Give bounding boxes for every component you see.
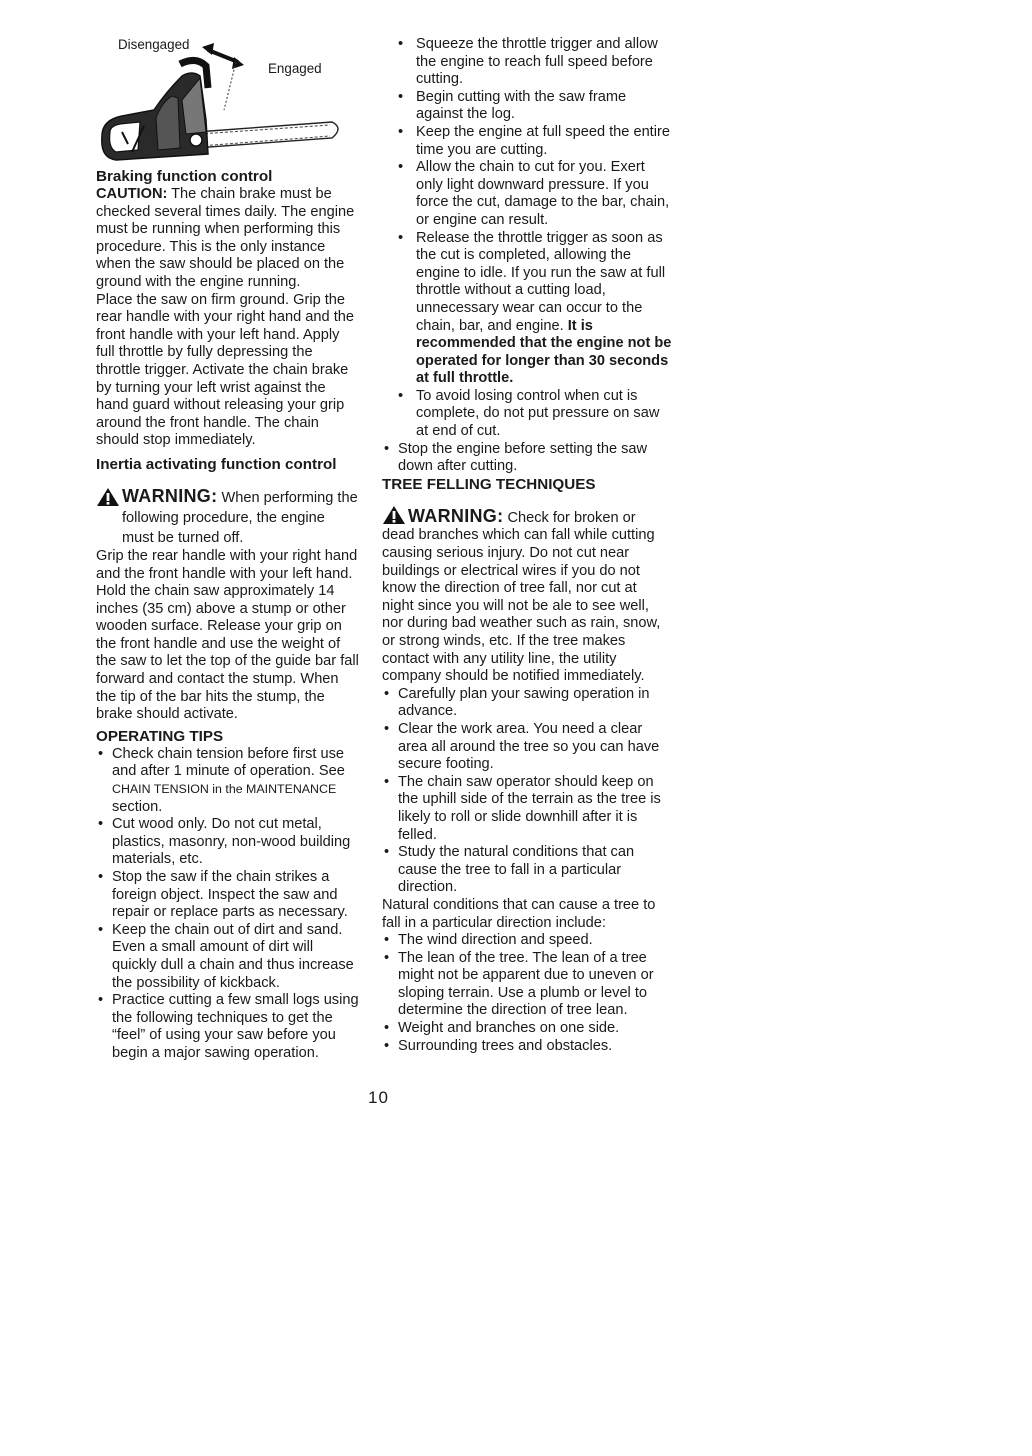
braking-paragraph: Place the saw on firm ground. Grip the rear handle with your right hand and the front handle with your left hand. Apply full throttle by fully depressing the throttle trigger. Activate the chain brake by turning your left wrist against the hand guard without releasing your grip around the front handle. The chain should stop immediately. xyxy=(96,291,354,449)
list-item: • The wind direction and speed. xyxy=(382,932,672,950)
operating-tips-list xyxy=(96,746,360,1063)
list-item: • Keep the chain out of dirt and sand. Even a small amount of dirt will quickly dull a chain and thus increase the possibility of kickback. xyxy=(96,922,360,992)
list-item: • Release the throttle trigger as soon as the cut is completed, allowing the engine to idle. If you run the saw at full throttle without a cutting load, unnecessary wear can occur to the chain, bar, and engine. It is recommended that the engine not be operated for longer than 30 seconds at full throttle. xyxy=(382,230,672,388)
inertia-heading: Inertia activating function control xyxy=(96,455,337,473)
list-item: • Keep the engine at full speed the entire time you are cutting. xyxy=(382,124,672,159)
braking-heading: Braking function control xyxy=(96,168,273,185)
list-item: • Squeeze the throttle trigger and allow the engine to reach full speed before cutting. xyxy=(382,36,672,89)
list-item: • Stop the saw if the chain strikes a foreign object. Inspect the saw and repair or replace parts as necessary. xyxy=(96,869,360,922)
stop-list xyxy=(382,441,672,476)
caution-text: The chain brake must be checked several times daily. The engine must be running when performing this procedure. This is the only instance when the saw should be placed on the ground with the engine running. xyxy=(96,186,355,290)
disengaged-label: Disengaged xyxy=(118,37,190,52)
chainsaw-brake-icon xyxy=(96,36,360,168)
list-item: • Study the natural conditions that can cause the tree to fall in a particular direction. xyxy=(382,844,672,897)
tree-warning xyxy=(382,504,672,686)
list-item: • Check chain tension before first use and after 1 minute of operation. See CHAIN TENSION in the MAINTENANCE section. xyxy=(96,746,360,816)
natural-conditions-list xyxy=(382,932,672,1055)
cutting-steps-list xyxy=(382,36,672,441)
list-item: • Carefully plan your sawing operation in advance. xyxy=(382,686,672,721)
operating-tips-heading: OPERATING TIPS xyxy=(96,727,224,745)
list-item: • Surrounding trees and obstacles. xyxy=(382,1038,672,1056)
list-item: • Practice cutting a few small logs using the following techniques to get the “feel” of using your saw before you begin a major sawing operation. xyxy=(96,992,360,1062)
engaged-label: Engaged xyxy=(268,61,322,76)
warning-triangle-icon xyxy=(382,505,406,525)
warning-word: WARNING: xyxy=(122,485,218,506)
list-item: • Weight and branches on one side. xyxy=(382,1020,672,1038)
inertia-paragraph: Grip the rear handle with your right hand and the front handle with your left hand. Hold the chain saw approximately 14 inches (35 cm) above a stump or other wooden surface. Release your grip on the front handle and use the weight of the saw to let the top of the guide bar fall forward and contact the stump. When the tip of the bar hits the stump, the brake should activate. xyxy=(96,547,359,723)
list-item: • Clear the work area. You need a clear area all around the tree so you can have secure footing. xyxy=(382,721,672,774)
chain-brake-figure xyxy=(96,36,360,168)
list-item: • Stop the engine before setting the saw down after cutting. xyxy=(382,441,672,476)
tree-felling-heading: TREE FELLING TECHNIQUES xyxy=(382,475,596,493)
felling-tips-list xyxy=(382,686,672,897)
right-column xyxy=(382,36,672,1055)
warning-text: Check for broken or dead branches which can fall while cutting causing serious injury. Do not cut near buildings or electrical wires if you do not know the direction of tree fall, nor cut at night since you will not be ale to see well, nor during bad weather such as rain, snow, or strong winds, etc. If the tree makes contact with any utility line, the utility company should be notified immediately. xyxy=(382,509,661,685)
caution-paragraph xyxy=(96,186,360,292)
list-item: • Allow the chain to cut for you. Exert only light downward pressure. If you force the cut, damage to the bar, chain, or engine can result. xyxy=(382,159,672,229)
left-column xyxy=(96,36,360,1063)
list-item: • The chain saw operator should keep on the uphill side of the terrain as the tree is likely to roll or slide downhill after it is felled. xyxy=(382,774,672,844)
chain-tension-ref: CHAIN TENSION in the MAINTENANCE xyxy=(112,782,337,797)
inertia-warning xyxy=(96,486,360,548)
natural-conditions-paragraph: Natural conditions that can cause a tree to fall in a particular direction include: xyxy=(382,896,656,931)
warning-text: When performing the following procedure, the engine must be turned off. xyxy=(122,489,358,546)
warning-word: WARNING: xyxy=(408,505,504,526)
list-item: • Begin cutting with the saw frame against the log. xyxy=(382,89,672,124)
warning-triangle-icon xyxy=(96,487,120,507)
list-item: • Cut wood only. Do not cut metal, plastics, masonry, non-wood building materials, etc. xyxy=(96,816,360,869)
caution-label: CAUTION: xyxy=(96,186,168,202)
throttle-warning: It is recommended that the engine not be operated for longer than 30 seconds at full throttle. xyxy=(416,317,672,387)
list-item: • To avoid losing control when cut is complete, do not put pressure on saw at end of cut. xyxy=(382,388,672,441)
page-number: 10 xyxy=(368,1088,389,1107)
list-item: • The lean of the tree. The lean of a tree might not be apparent due to uneven or sloping terrain. Use a plumb or level to determine the direction of tree lean. xyxy=(382,950,672,1020)
